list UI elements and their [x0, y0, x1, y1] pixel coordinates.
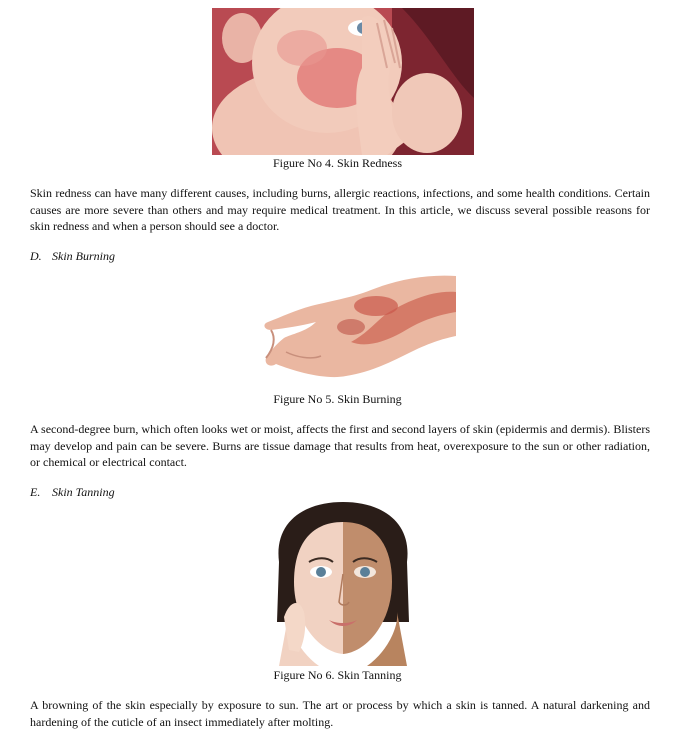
heading-skin-tanning	[30, 485, 115, 499]
paragraph-skin-tanning: A browning of the skin especially by exposure to sun. The art or process by which a skin is tanned. A natural darkening and hardening of the cuticle of an insect immediately after molting.	[30, 698, 650, 729]
figure-4-caption: Figure No 4. Skin Redness	[273, 156, 402, 170]
heading-title: Skin Tanning	[52, 485, 115, 499]
figure-5-caption: Figure No 5. Skin Burning	[273, 392, 402, 406]
burned-hand-photo-icon	[256, 272, 456, 386]
paragraph-skin-burning: A second-degree burn, which often looks wet or moist, affects the first and second layers of skin (epidermis and dermis). Blisters may develop and pain can be severe. Burns are tissue damage that results from heat, overexposure to the sun or other radiation, or chemical or electrical contact.	[30, 422, 650, 469]
paragraph-skin-redness: Skin redness can have many different causes, including burns, allergic reactions, infections, and some health conditions. Certain causes are more severe than others and may require medical treatment. In this article, we discuss several possible reasons for skin redness and when a person should see a doctor.	[30, 186, 650, 233]
baby-skin-redness-photo-icon	[212, 8, 474, 155]
figure-skin-burning-image	[256, 272, 456, 386]
heading-letter: D.	[30, 249, 42, 263]
heading-title: Skin Burning	[52, 249, 115, 263]
figure-skin-redness-image	[212, 8, 474, 155]
heading-skin-burning	[30, 249, 115, 263]
figure-skin-tanning-image	[259, 502, 427, 666]
heading-letter: E.	[30, 485, 41, 499]
half-tanned-face-photo-icon	[259, 502, 427, 666]
figure-6-caption: Figure No 6. Skin Tanning	[273, 668, 402, 682]
